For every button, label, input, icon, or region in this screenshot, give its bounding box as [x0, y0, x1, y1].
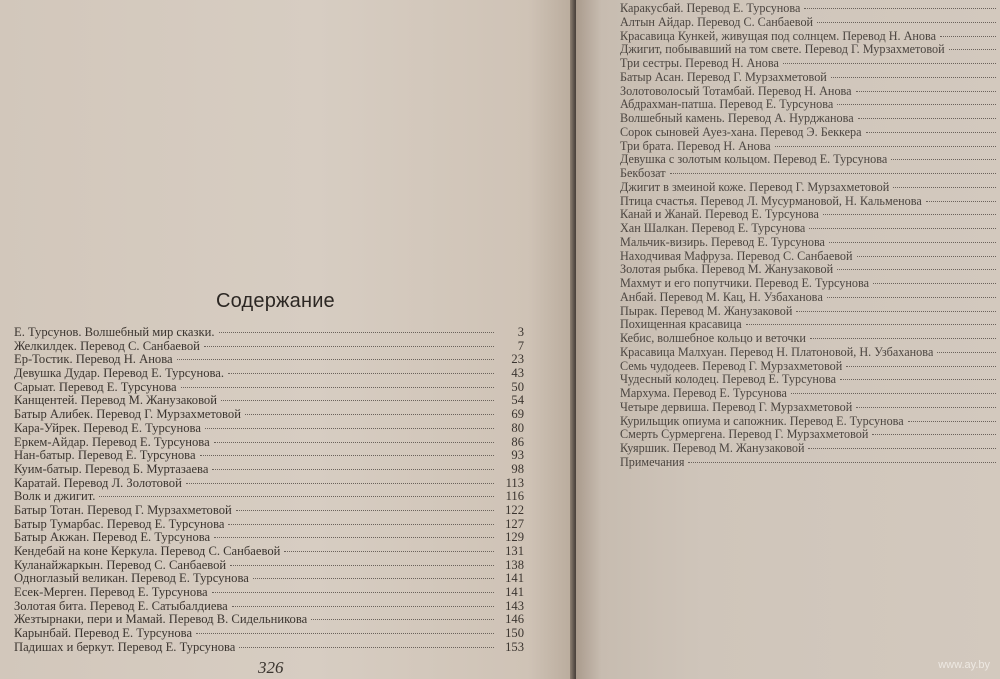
dot-leader [236, 510, 494, 511]
toc-entry-page-number: 23 [511, 352, 524, 367]
dot-leader [177, 359, 494, 360]
toc-entry-title: Волк и джигит. [14, 490, 96, 504]
toc-entry-page-number: 129 [505, 530, 524, 545]
toc-entry-title: Три сестры. Перевод Н. Анова [620, 57, 779, 70]
dot-leader [926, 201, 996, 202]
toc-entry [620, 250, 1000, 264]
dot-leader [846, 366, 996, 367]
toc-entry [620, 456, 1000, 470]
toc-entry-page-number: 54 [511, 393, 524, 408]
toc-entry-title: Ер-Тостик. Перевод Н. Анова [14, 353, 173, 367]
toc-entry [620, 291, 1000, 305]
toc-entry [14, 449, 524, 463]
dot-leader [891, 159, 996, 160]
toc-entry-title: Находчивая Мафруза. Перевод С. Санбаевой [620, 249, 853, 263]
toc-entry [14, 641, 524, 655]
toc-entry-page-number: 146 [505, 612, 524, 627]
dot-leader [949, 49, 996, 50]
toc-entry-title: Золотая рыбка. Перевод М. Жанузаковой [620, 263, 834, 277]
toc-entry [14, 326, 524, 340]
toc-entry [14, 586, 524, 600]
dot-leader [857, 256, 996, 257]
toc-entry-title: Хан Шалкан. Перевод Е. Турсунова [620, 222, 806, 235]
dot-leader [181, 387, 494, 388]
left-toc-list [14, 326, 524, 655]
toc-entry [620, 442, 1000, 456]
dot-leader [823, 214, 996, 215]
toc-entry-title: Батыр Алибек. Перевод Г. Мурзахметовой [14, 408, 241, 422]
toc-entry [620, 428, 1000, 442]
dot-leader [214, 442, 494, 443]
toc-entry [620, 318, 1000, 332]
toc-entry-title: Птица счастья. Перевод Л. Мусурмановой, Н. Кальменова [620, 194, 922, 208]
dot-leader [245, 414, 494, 415]
watermark: www.ay.by [938, 659, 990, 671]
toc-entry [14, 490, 524, 504]
toc-entry-title: Кара-Уйрек. Перевод Е. Турсунова [14, 421, 201, 435]
toc-entry-title: Батыр Акжан. Перевод Е. Турсунова [14, 531, 211, 545]
toc-entry [14, 531, 524, 545]
toc-entry-title: Желкилдек. Перевод С. Санбаевой [14, 339, 200, 353]
toc-entry-title: Курильщик опиума и сапожник. Перевод Е. Турсунова [620, 414, 904, 428]
toc-entry [14, 340, 524, 354]
dot-leader [937, 352, 996, 353]
toc-entry [620, 140, 1000, 154]
toc-entry [620, 112, 1000, 126]
toc-entry [620, 387, 1000, 401]
toc-entry-title: Еркем-Айдар. Перевод Е. Турсунова [14, 435, 210, 449]
dot-leader [99, 496, 494, 497]
toc-entry-title: Одноглазый великан. Перевод Е. Турсунова [14, 572, 249, 586]
dot-leader [856, 407, 996, 408]
dot-leader [831, 77, 996, 78]
dot-leader [311, 619, 494, 620]
toc-entry [14, 627, 524, 641]
toc-entry [620, 401, 1000, 415]
dot-leader [212, 469, 494, 470]
toc-entry-title: Кебис, волшебное кольцо и веточки [620, 332, 806, 345]
toc-entry-page-number: 127 [505, 516, 524, 531]
dot-leader [205, 428, 494, 429]
toc-entry-title: Нан-батыр. Перевод Е. Турсунова [14, 449, 196, 463]
toc-entry [620, 332, 1000, 346]
toc-entry [620, 71, 1000, 85]
toc-entry [14, 600, 524, 614]
toc-entry [620, 263, 1000, 277]
toc-entry [14, 436, 524, 450]
toc-entry-title: Анбай. Перевод М. Кац, Н. Узбахановa [620, 290, 823, 304]
toc-entry-page-number: 141 [505, 571, 524, 586]
dot-leader [221, 400, 494, 401]
toc-entry-title: Абдрахман-патша. Перевод Е. Турсунова [620, 98, 834, 112]
dot-leader [804, 8, 996, 9]
dot-leader [228, 373, 494, 374]
toc-entry [620, 167, 1000, 181]
toc-entry-title: Золотоволосый Тотамбай. Перевод Н. Анова [620, 84, 852, 98]
toc-entry-title: Девушка с золотым кольцом. Перевод Е. Турсунова [620, 153, 888, 167]
toc-entry-page-number: 98 [511, 461, 524, 476]
toc-entry-title: Мальчик-визирь. Перевод Е. Турсунова [620, 235, 825, 249]
dot-leader [214, 537, 494, 538]
toc-entry-page-number: 150 [505, 626, 524, 641]
toc-entry-page-number: 69 [511, 407, 524, 422]
toc-entry-title: Куим-батыр. Перевод Б. Муртазаева [14, 462, 209, 476]
toc-entry [620, 2, 1000, 16]
right-page [576, 0, 1000, 679]
dot-leader [670, 173, 996, 174]
toc-entry-title: Каракусбай. Перевод Е. Турсунова [620, 2, 801, 15]
toc-entry-title: Махмут и его попутчики. Перевод Е. Турсунова [620, 277, 869, 290]
dot-leader [908, 421, 996, 422]
toc-entry-page-number: 143 [505, 598, 524, 613]
dot-leader [809, 228, 996, 229]
toc-entry-title: Мархума. Перевод Е. Турсунова [620, 387, 787, 400]
toc-entry-page-number: 116 [505, 489, 524, 504]
toc-entry-title: Семь чудодеев. Перевод Г. Мурзахметовой [620, 359, 843, 373]
toc-entry [14, 559, 524, 573]
toc-entry [14, 408, 524, 422]
contents-heading: Содержание [216, 290, 335, 312]
toc-entry-title: Батыр Асан. Перевод Г. Мурзахметовой [620, 70, 827, 84]
toc-entry-title: Золотая бита. Перевод Е. Сатыбалдиева [14, 599, 228, 613]
dot-leader [212, 592, 494, 593]
toc-entry-title: Чудесный колодец. Перевод Е. Турсунова [620, 373, 837, 387]
dot-leader [791, 393, 996, 394]
toc-entry [620, 30, 1000, 44]
toc-entry-title: Джигит в змеиной коже. Перевод Г. Мурзахметовой [620, 180, 890, 194]
dot-leader [239, 647, 494, 648]
dot-leader [796, 311, 996, 312]
toc-entry-page-number: 50 [511, 379, 524, 394]
dot-leader [872, 434, 996, 435]
toc-entry [14, 518, 524, 532]
toc-entry-page-number: 86 [511, 434, 524, 449]
toc-entry-title: Карынбай. Перевод Е. Турсунова [14, 627, 193, 641]
toc-entry-title: Есек-Мерген. Перевод Е. Турсунова [14, 586, 208, 600]
toc-entry [14, 504, 524, 518]
toc-entry [620, 181, 1000, 195]
toc-entry-title: Кендебай на коне Керкула. Перевод С. Санбаевой [14, 545, 281, 558]
toc-entry [620, 153, 1000, 167]
dot-leader [219, 332, 495, 333]
toc-entry [14, 422, 524, 436]
toc-entry [620, 415, 1000, 429]
dot-leader [810, 338, 996, 339]
toc-entry-title: Девушка Дудар. Перевод Е. Турсунова. [14, 367, 225, 381]
toc-entry-page-number: 138 [505, 557, 524, 572]
toc-entry-page-number: 80 [511, 420, 524, 435]
toc-entry [620, 373, 1000, 387]
toc-entry [620, 85, 1000, 99]
dot-leader [808, 448, 996, 449]
dot-leader [228, 524, 494, 525]
toc-entry [620, 277, 1000, 291]
toc-entry [620, 98, 1000, 112]
dot-leader [829, 242, 996, 243]
dot-leader [688, 462, 996, 463]
toc-entry-title: Алтын Айдар. Перевод С. Санбаевой [620, 15, 814, 29]
dot-leader [873, 283, 996, 284]
toc-entry [14, 394, 524, 408]
toc-entry-title: Сорок сыновей Ауез-хана. Перевод Э. Беккера [620, 125, 862, 139]
dot-leader [837, 269, 996, 270]
dot-leader [817, 22, 996, 23]
toc-entry-title: Примечания [620, 455, 685, 469]
dot-leader [186, 483, 494, 484]
toc-entry-title: Канай и Жанай. Перевод Е. Турсунова [620, 208, 819, 222]
dot-leader [783, 63, 996, 64]
toc-entry [620, 236, 1000, 250]
page-number: 326 [258, 658, 284, 677]
dot-leader [837, 104, 996, 105]
dot-leader [230, 565, 494, 566]
toc-entry [620, 305, 1000, 319]
dot-leader [232, 606, 494, 607]
toc-entry-title: Бекбозат [620, 167, 666, 180]
dot-leader [253, 578, 494, 579]
toc-entry [620, 346, 1000, 360]
dot-leader [827, 297, 996, 298]
toc-entry [14, 477, 524, 491]
toc-entry-page-number: 122 [505, 502, 524, 517]
dot-leader [856, 91, 996, 92]
dot-leader [858, 118, 996, 119]
dot-leader [746, 324, 996, 325]
toc-entry-title: Четыре дервиша. Перевод Г. Мурзахметовой [620, 400, 853, 414]
toc-entry-title: Падишах и беркут. Перевод Е. Турсунова [14, 640, 236, 654]
toc-entry-title: Похищенная красавица [620, 318, 742, 332]
toc-entry-page-number: 43 [511, 366, 524, 381]
toc-entry-title: Куланайжаркын. Перевод С. Санбаевой [14, 558, 227, 572]
toc-entry-title: Сарыат. Перевод Е. Турсунова [14, 380, 177, 394]
toc-entry-page-number: 93 [511, 448, 524, 463]
toc-entry [620, 43, 1000, 57]
toc-entry-title: Пырак. Перевод М. Жанузаковой [620, 304, 793, 318]
dot-leader [893, 187, 996, 188]
toc-entry [14, 381, 524, 395]
toc-entry [14, 367, 524, 381]
toc-entry [620, 195, 1000, 209]
toc-entry [14, 463, 524, 477]
dot-leader [775, 146, 996, 147]
toc-entry-title: Каратай. Перевод Л. Золотовой [14, 476, 182, 490]
toc-entry-page-number: 141 [505, 585, 524, 600]
toc-entry-title: Джигит, побывавший на том свете. Перевод Г. Мурзахметовой [620, 43, 945, 57]
toc-entry-title: Канщентей. Перевод М. Жанузаковой [14, 394, 217, 408]
toc-entry-page-number: 131 [505, 544, 524, 558]
toc-entry-title: Жезтырнаки, пери и Мамай. Перевод В. Сидельникова [14, 613, 308, 627]
toc-entry-title: Куяршик. Перевод М. Жанузаковой [620, 442, 805, 455]
toc-entry [14, 572, 524, 586]
toc-entry [620, 16, 1000, 30]
toc-entry-title: Смерть Сурмергена. Перевод Г. Мурзахметовой [620, 428, 869, 442]
toc-entry-page-number: 3 [517, 325, 524, 339]
toc-entry-page-number: 153 [505, 639, 524, 654]
toc-entry [620, 208, 1000, 222]
toc-entry-title: Батыр Тотан. Перевод Г. Мурзахметовой [14, 503, 232, 517]
toc-entry [620, 126, 1000, 140]
dot-leader [196, 633, 494, 634]
toc-entry [14, 613, 524, 627]
right-toc-list [620, 2, 1000, 470]
toc-entry-title: Волшебный камень. Перевод А. Нурджанова [620, 112, 854, 125]
toc-entry-title: Три брата. Перевод Н. Анова [620, 139, 771, 153]
dot-leader [840, 379, 996, 380]
toc-entry [620, 360, 1000, 374]
dot-leader [866, 132, 996, 133]
dot-leader [204, 346, 494, 347]
toc-entry-page-number: 113 [505, 475, 524, 490]
dot-leader [940, 36, 996, 37]
toc-entry-title: Е. Турсунов. Волшебный мир сказки. [14, 326, 215, 339]
dot-leader [284, 551, 494, 552]
toc-entry-title: Красавица Малхуан. Перевод Н. Платоновой, Н. Узбахановa [620, 345, 934, 359]
toc-entry-page-number: 7 [517, 338, 524, 353]
toc-entry-title: Батыр Тумарбас. Перевод Е. Турсунова [14, 517, 225, 531]
toc-entry [14, 353, 524, 367]
toc-entry-title: Красавица Кункей, живущая под солнцем. Перевод Н. Анова [620, 29, 937, 43]
toc-entry [620, 57, 1000, 71]
toc-entry [620, 222, 1000, 236]
toc-entry [14, 545, 524, 559]
dot-leader [200, 455, 494, 456]
